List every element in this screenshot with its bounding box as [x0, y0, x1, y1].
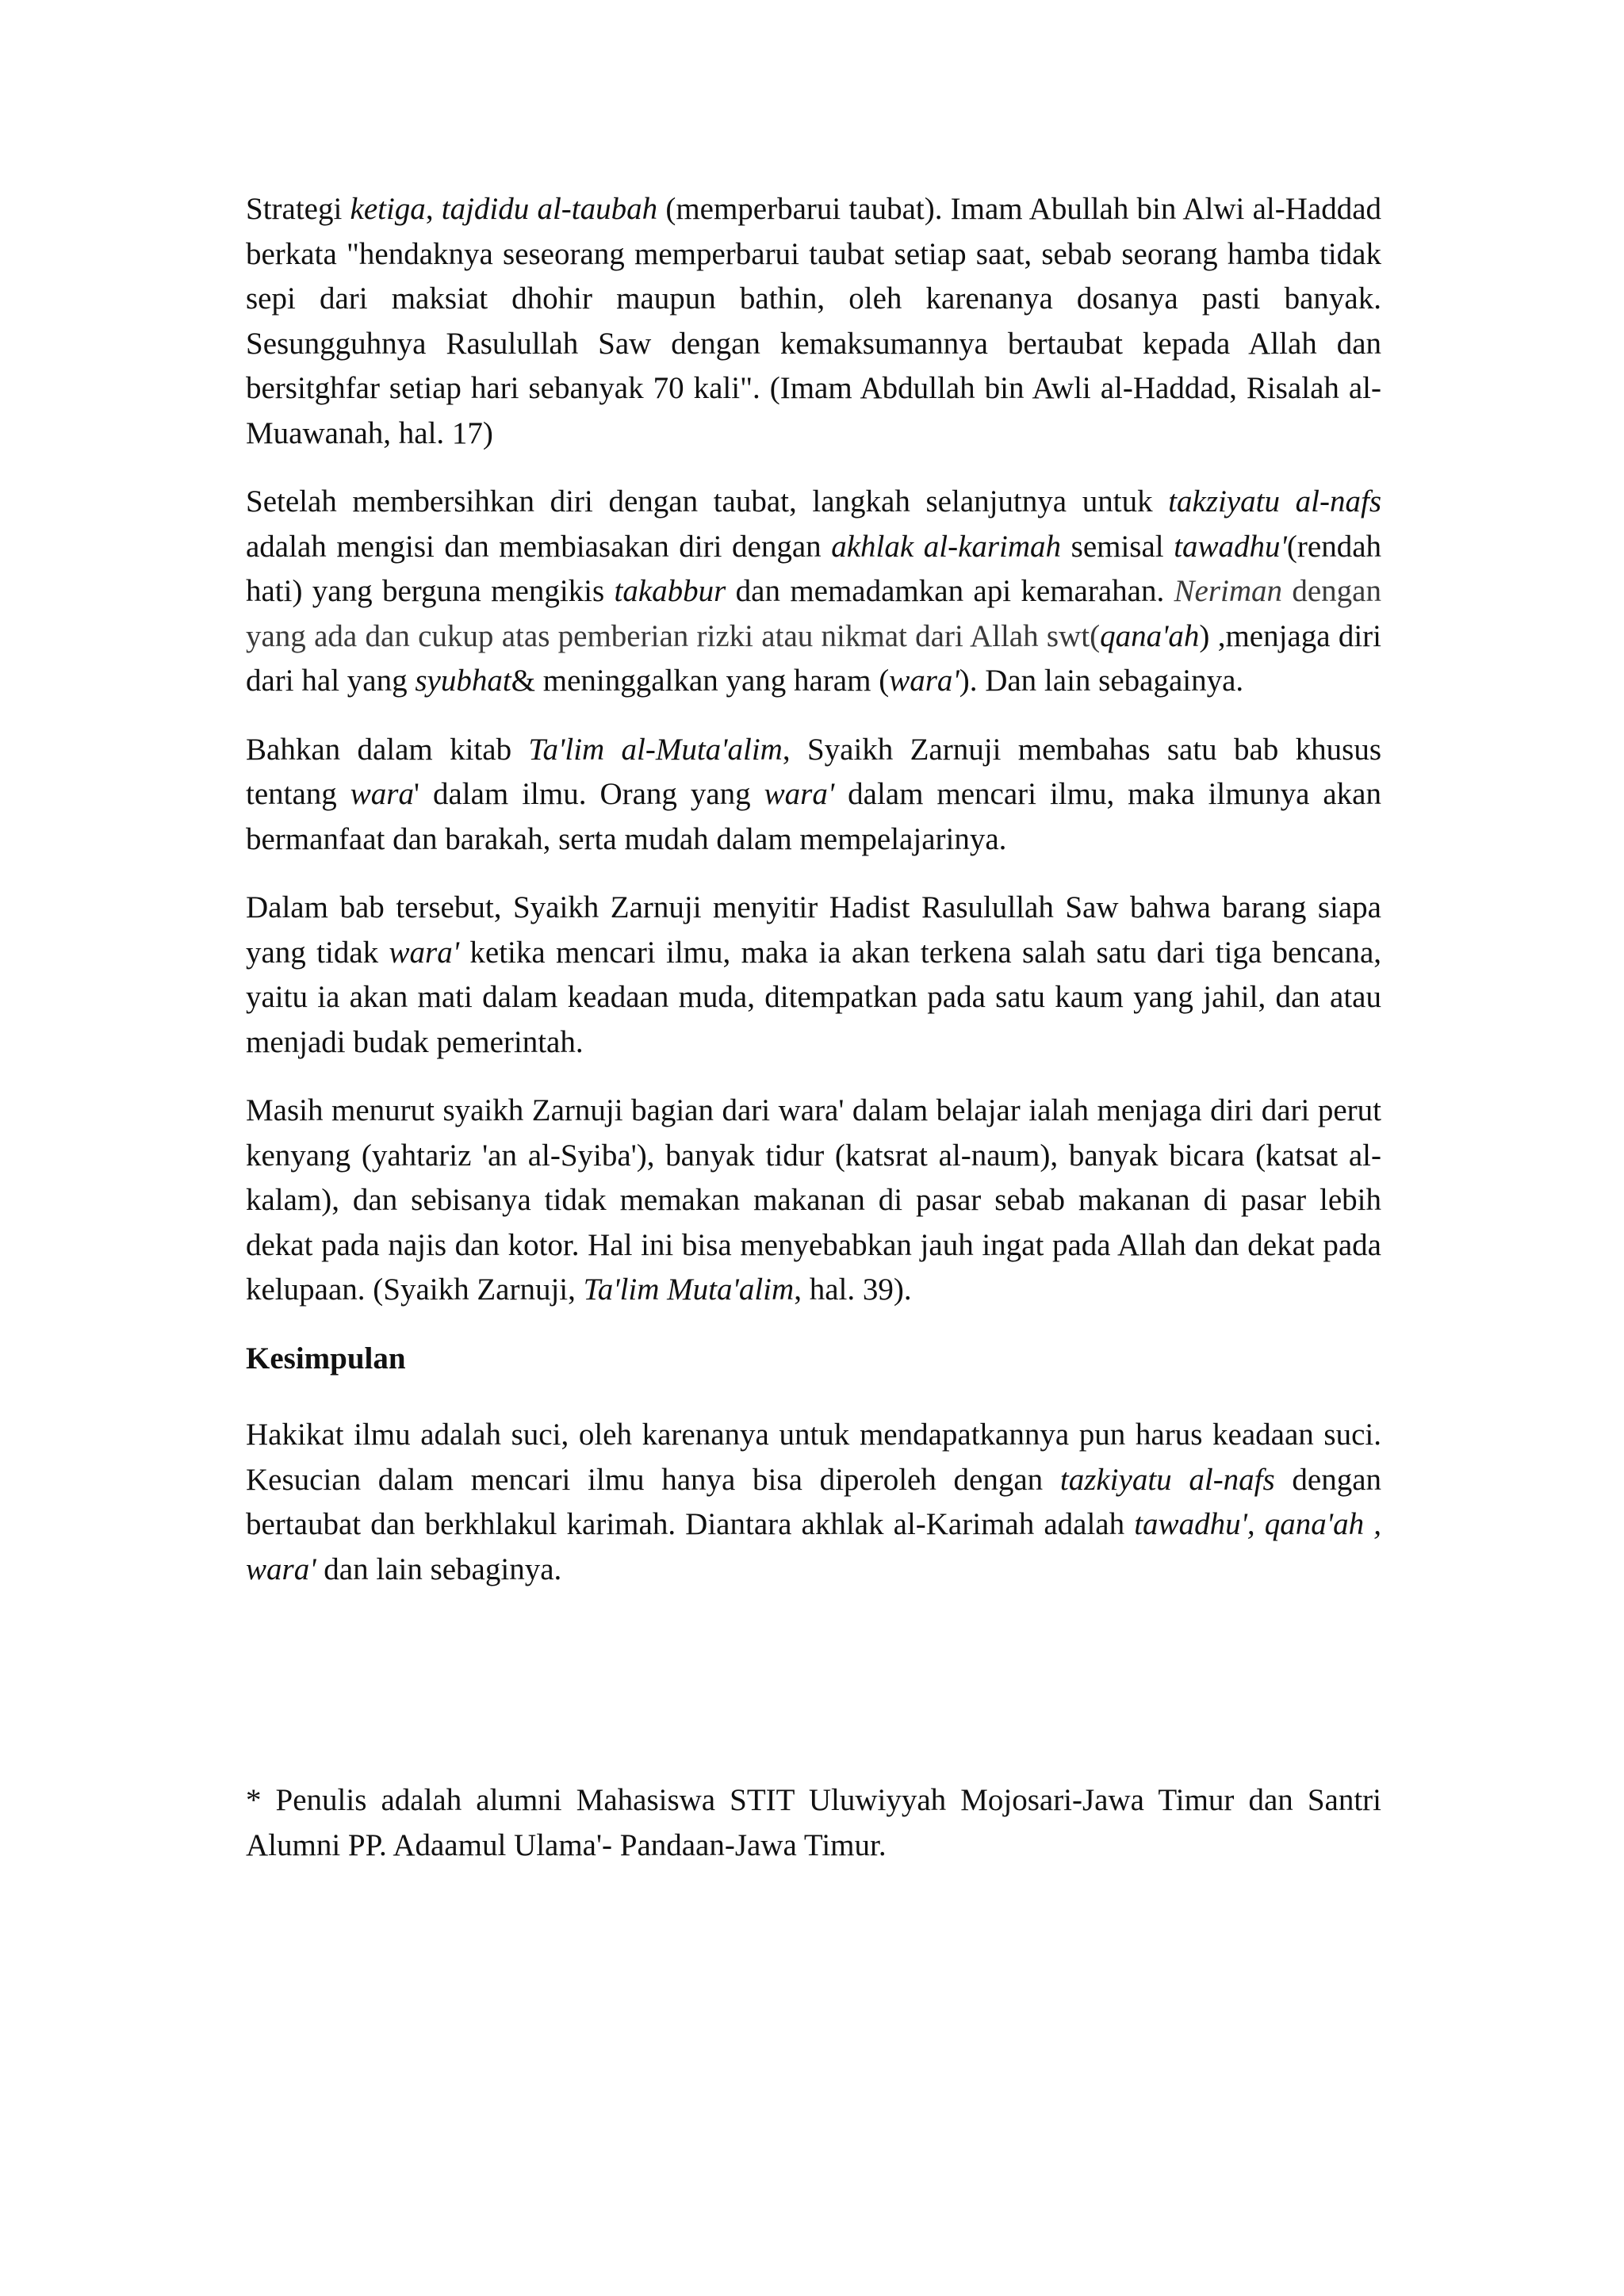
text-run: Setelah membersihkan diri dengan taubat, langkah selanjutnya untuk [246, 484, 1169, 519]
text-run: , hal. 39). [794, 1272, 912, 1307]
italic-term: takabbur [614, 574, 726, 608]
text-run: (rendah hati) yang berguna mengikis [246, 529, 1382, 608]
document-page [246, 187, 1381, 1616]
text-run: (memperbarui taubat). Imam Abullah bin Alwi al-Haddad berkata "hendaknya seseorang memperbarui taubat setiap saat, sebab seorang hamba tidak sepi dari maksiat dhohir maupun bathin, oleh karenanya dosanya pasti banyak. Sesungguhnya Rasulullah Saw dengan kemaksumannya bertaubat kepada Allah dan bersitghfar setiap hari sebanyak 70 kali". (Imam Abdullah bin Awli al-Haddad, Risalah al-Muawanah, hal. 17) [246, 192, 1382, 450]
body-paragraph [246, 480, 1381, 704]
italic-term: wara [350, 777, 414, 811]
text-run: ). Dan lain sebagainya. [959, 664, 1244, 698]
italic-term: takziyatu al-nafs [1168, 484, 1381, 519]
author-footnote: * Penulis adalah alumni Mahasiswa STIT Uluwiyyah Mojosari-Jawa Timur dan Santri Alumni PP. Adaamul Ulama'- Pandaan-Jawa Timur. [246, 1783, 1381, 1862]
text-run: ' dalam ilmu. Orang yang [413, 777, 764, 811]
italic-term: qana'ah [1100, 618, 1200, 653]
text-run: ketika mencari ilmu, maka ia akan terkena salah satu dari tiga bencana, yaitu ia akan mati dalam keadaan muda, ditempatkan pada satu kaum yang jahil, dan atau menjadi budak pemerintah. [246, 935, 1382, 1059]
text-run: dan memadamkan api kemarahan. [726, 574, 1174, 608]
italic-term: akhlak al-karimah [831, 529, 1062, 564]
body-paragraph [246, 187, 1381, 456]
italic-term: syubhat [415, 664, 511, 698]
text-run: dan lain sebaginya. [316, 1552, 562, 1586]
text-run: Strategi [246, 192, 350, 226]
text-run: , [425, 192, 442, 226]
text-run: ) ,menjaga diri dari hal yang [246, 618, 1381, 698]
italic-term: Ta'lim al-Muta'alim [528, 732, 783, 767]
italic-term: Ta'lim Muta'alim [583, 1272, 795, 1307]
text-run: Dalam bab tersebut, Syaikh Zarnuji menyitir Hadist Rasulullah Saw bahwa barang siapa yang tidak [246, 890, 1381, 970]
text-run: semisal [1061, 529, 1174, 564]
italic-term: tawadhu' [1174, 529, 1287, 564]
text-run: adalah mengisi dan membiasakan diri dengan [246, 529, 832, 564]
italic-term: wara' [389, 935, 460, 970]
body-paragraphs [246, 187, 1381, 1313]
italic-term: Neriman [1174, 574, 1283, 608]
text-run: Bahkan dalam kitab [246, 732, 529, 767]
italic-term: tazkiyatu al-nafs [1059, 1462, 1275, 1497]
conclusion-paragraph [246, 1413, 1381, 1592]
italic-term: wara' [764, 777, 835, 811]
italic-term: ketiga [350, 192, 426, 226]
text-run: dalam mencari ilmu, maka ilmunya akan bermanfaat dan barakah, serta mudah dalam mempelajarinya. [246, 777, 1381, 856]
text-run: dengan yang ada dan cukup atas pemberian rizki atau nikmat dari Allah swt( [246, 574, 1381, 653]
italic-term: wara' [889, 664, 959, 698]
text-run: dengan bertaubat dan berkhlakul karimah. Diantara akhlak al-Karimah adalah [246, 1462, 1382, 1541]
text-run: & meninggalkan yang haram ( [511, 664, 890, 698]
text-run: Hakikat ilmu adalah suci, oleh karenanya untuk mendapatkannya pun harus keadaan suci. Kesucian dalam mencari ilmu hanya bisa diperoleh dengan [246, 1418, 1381, 1497]
text-run: , Syaikh Zarnuji membahas satu bab khusus tentang [246, 732, 1381, 811]
italic-term: tawadhu', qana'ah , wara' [246, 1507, 1381, 1586]
section-heading: Kesimpulan [246, 1341, 406, 1376]
body-paragraph [246, 886, 1381, 1065]
body-paragraph [246, 1089, 1381, 1313]
text-run: Masih menurut syaikh Zarnuji bagian dari wara' dalam belajar ialah menjaga diri dari perut kenyang (yahtariz 'an al-Syiba'), banyak tidur (katsrat al-naum), banyak bicara (katsat al-kalam), dan sebisanya tidak memakan makanan di pasar sebab makanan di pasar lebih dekat pada najis dan kotor. Hal ini bisa menyebabkan jauh ingat pada Allah dan dekat pada kelupaan. (Syaikh Zarnuji, [246, 1093, 1381, 1307]
italic-term: tajdidu al-taubah [441, 192, 658, 226]
body-paragraph [246, 728, 1381, 863]
